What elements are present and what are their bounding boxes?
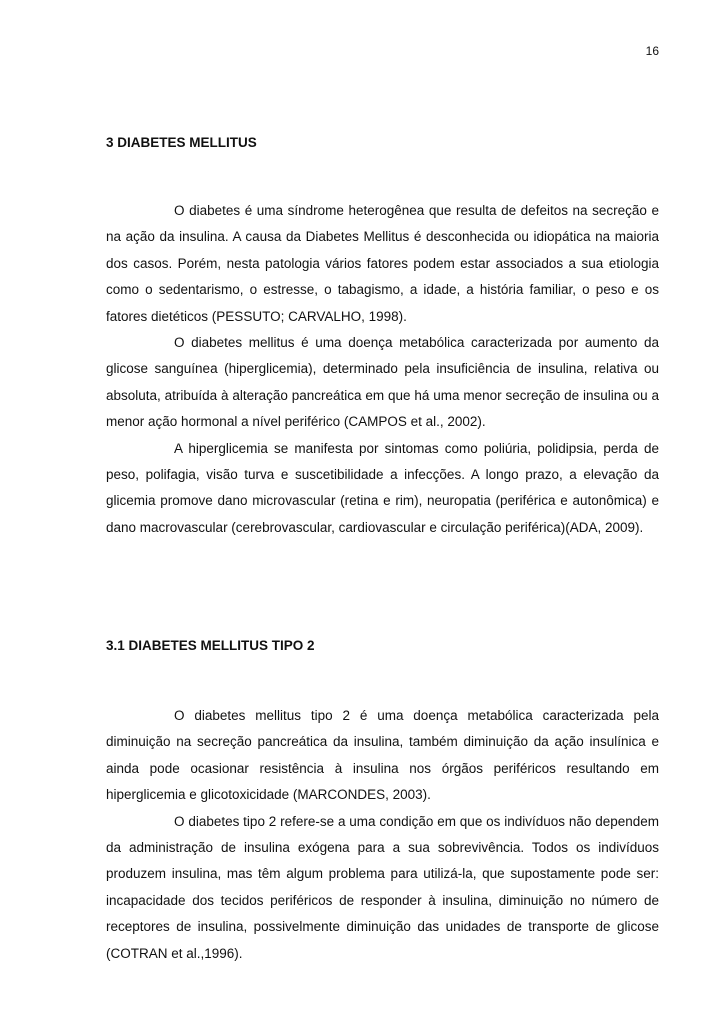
paragraph: O diabetes tipo 2 refere-se a uma condição em que os indivíduos não dependem da administração de insulina exógena para a sua sobrevivência. Todos os indivíduos produzem insulina, mas têm algum problema para utilizá-la, que supostamente pode ser: incapacidade dos tecidos periféricos de responder à insulina, diminuição no número de receptores de insulina, possivelmente diminuição das unidades de transporte de glicose (COTRAN et al.,1996). [106, 813, 659, 961]
paragraph: O diabetes é uma síndrome heterogênea que resulta de defeitos na secreção e na ação da insulina. A causa da Diabetes Mellitus é desconhecida ou idiopática na maioria dos casos. Porém, nesta patologia vários fatores podem estar associados a sua etiologia como o sedentarismo, o estresse, o tabagismo, a idade, a história familiar, o peso e os fatores dietéticos (PESSUTO; CARVALHO, 1998). [106, 203, 659, 324]
paragraph: O diabetes mellitus tipo 2 é uma doença metabólica caracterizada pela diminuição na secreção pancreática da insulina, também diminuição da ação insulínica e ainda pode ocasionar resistência à insulina nos órgãos periféricos resultando em hiperglicemia e glicotoxicidade (MARCONDES, 2003). [106, 708, 659, 803]
page-number: 16 [645, 44, 659, 58]
section-body-diabetes-mellitus [106, 198, 659, 541]
section-body-diabetes-mellitus-tipo-2 [106, 703, 659, 967]
section-heading-diabetes-mellitus-tipo-2: 3.1 DIABETES MELLITUS TIPO 2 [106, 638, 315, 653]
paragraph: O diabetes mellitus é uma doença metabólica caracterizada por aumento da glicose sanguínea (hiperglicemia), determinado pela insuficiência de insulina, relativa ou absoluta, atribuída à alteração pancreática em que há uma menor secreção de insulina ou a menor ação hormonal a nível periférico (CAMPOS et al., 2002). [106, 335, 659, 430]
section-heading-diabetes-mellitus: 3 DIABETES MELLITUS [106, 135, 257, 150]
paragraph: A hiperglicemia se manifesta por sintomas como poliúria, polidipsia, perda de peso, polifagia, visão turva e suscetibilidade a infecções. A longo prazo, a elevação da glicemia promove dano microvascular (retina e rim), neuropatia (periférica e autonômica) e dano macrovascular (cerebrovascular, cardiovascular e circulação periférica)(ADA, 2009). [106, 440, 659, 535]
